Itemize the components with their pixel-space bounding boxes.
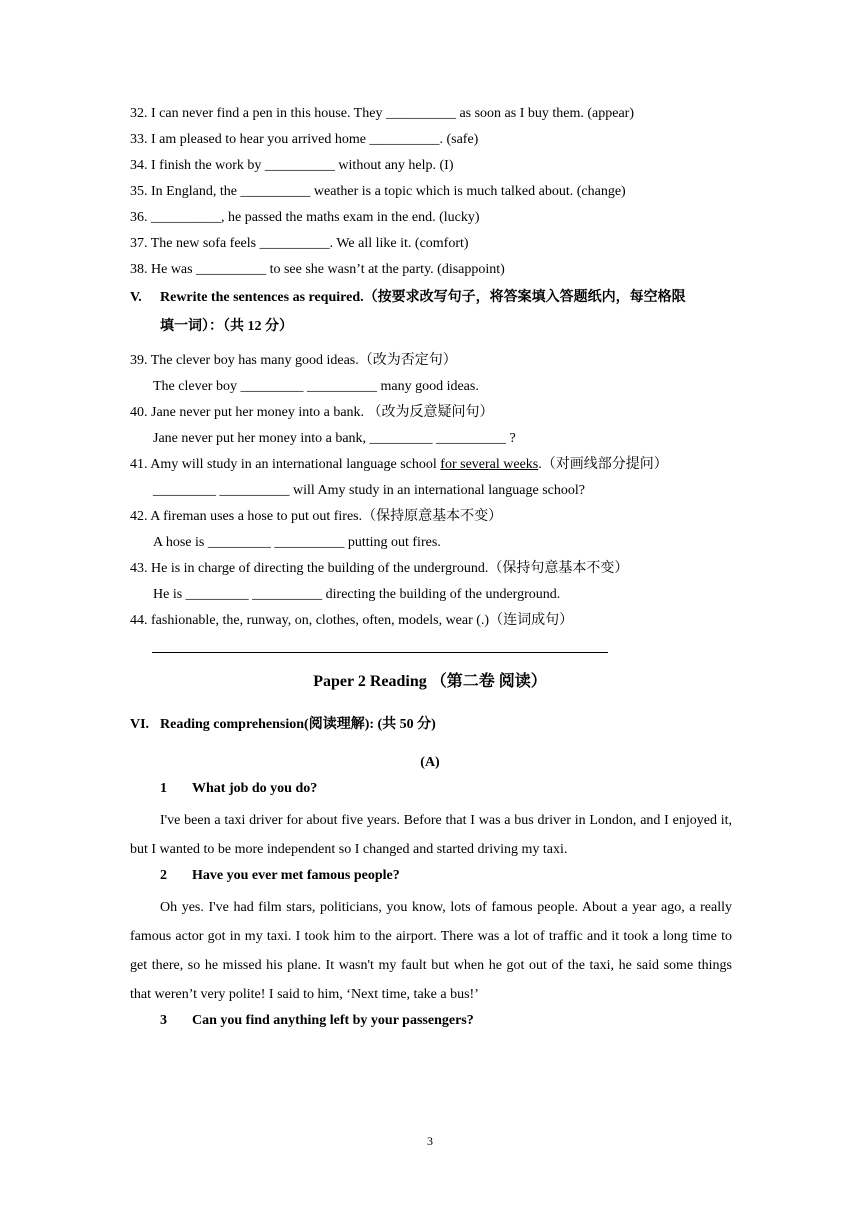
section-5-heading: [130, 289, 686, 307]
passage-question-1: [160, 780, 317, 798]
question-38: 38. He was __________ to see she wasn’t at the party. (disappoint): [130, 262, 505, 277]
paper-2-title: Paper 2 Reading （第二卷 阅读）: [313, 673, 547, 690]
question-39-answer: The clever boy _________ __________ many good ideas.: [153, 379, 479, 394]
section-6-title: Reading comprehension(阅读理解): (共 50 分): [160, 717, 436, 732]
passage-answer-1: I've been a taxi driver for about five years. Before that I was a bus driver in London, and I enjoyed it, but I wanted to be more independent so I changed and started driving my taxi.: [130, 813, 732, 857]
question-44-answer-line: [152, 652, 608, 653]
question-40: 40. Jane never put her money into a bank. （改为反意疑问句）: [130, 405, 494, 420]
page-number: 3: [427, 1134, 433, 1148]
question-33: 33. I am pleased to hear you arrived home __________. (safe): [130, 132, 479, 147]
question-42-answer: A hose is _________ __________ putting out fires.: [153, 535, 441, 550]
question-37: 37. The new sofa feels __________. We all like it. (comfort): [130, 236, 469, 251]
section-6-heading: [130, 716, 436, 734]
question-35: 35. In England, the __________ weather is a topic which is much talked about. (change): [130, 184, 626, 199]
question-41-underlined: for several weeks: [440, 457, 539, 472]
passage-question-3-text: Can you find anything left by your passengers?: [192, 1013, 474, 1028]
section-5-title-cont: 填一词）：（共 12 分）: [160, 319, 293, 334]
passage-question-3: [160, 1012, 474, 1030]
question-42: 42. A fireman uses a hose to put out fires.（保持原意基本不变）: [130, 509, 503, 524]
passage-a-label: (A): [420, 755, 440, 770]
passage-question-3-number: 3: [160, 1013, 167, 1028]
section-5-number: V.: [130, 290, 142, 305]
question-32: 32. I can never find a pen in this house. They __________ as soon as I buy them. (appear): [130, 106, 635, 121]
passage-question-1-text: What job do you do?: [192, 781, 318, 796]
passage-question-1-number: 1: [160, 781, 167, 796]
question-44: 44. fashionable, the, runway, on, clothes, often, models, wear (.)（连词成句）: [130, 613, 574, 628]
question-41: [130, 456, 668, 474]
question-43-answer: He is _________ __________ directing the building of the underground.: [153, 587, 561, 602]
passage-answer-2: Oh yes. I've had film stars, politicians, you know, lots of famous people. About a year ago, a really famous actor got in my taxi. I took him to the airport. There was a lot of traffic and it took a long time to get there, so he missed his plane. It wasn't my fault but when he got out of the taxi, he said some things that weren’t very polite! I said to him, ‘Next time, take a bus!’: [130, 900, 732, 1002]
question-43: 43. He is in charge of directing the building of the underground.（保持句意基本不变）: [130, 561, 629, 576]
question-36: 36. __________, he passed the maths exam in the end. (lucky): [130, 210, 480, 225]
question-40-answer: Jane never put her money into a bank, _________ __________ ?: [153, 431, 516, 446]
section-5-title: Rewrite the sentences as required.（按要求改写句子，将答案填入答题纸内，每空格限: [160, 290, 686, 305]
passage-question-2: [160, 867, 400, 885]
passage-question-2-text: Have you ever met famous people?: [192, 868, 400, 883]
question-39: 39. The clever boy has many good ideas.（改为否定句）: [130, 353, 457, 368]
section-6-number: VI.: [130, 717, 150, 732]
question-41-answer: _________ __________ will Amy study in an international language school?: [153, 483, 585, 498]
passage-question-2-number: 2: [160, 868, 167, 883]
question-41-instruction: .（对画线部分提问）: [538, 457, 668, 472]
question-41-text: 41. Amy will study in an international language school: [130, 457, 441, 472]
question-34: 34. I finish the work by __________ without any help. (I): [130, 158, 454, 173]
